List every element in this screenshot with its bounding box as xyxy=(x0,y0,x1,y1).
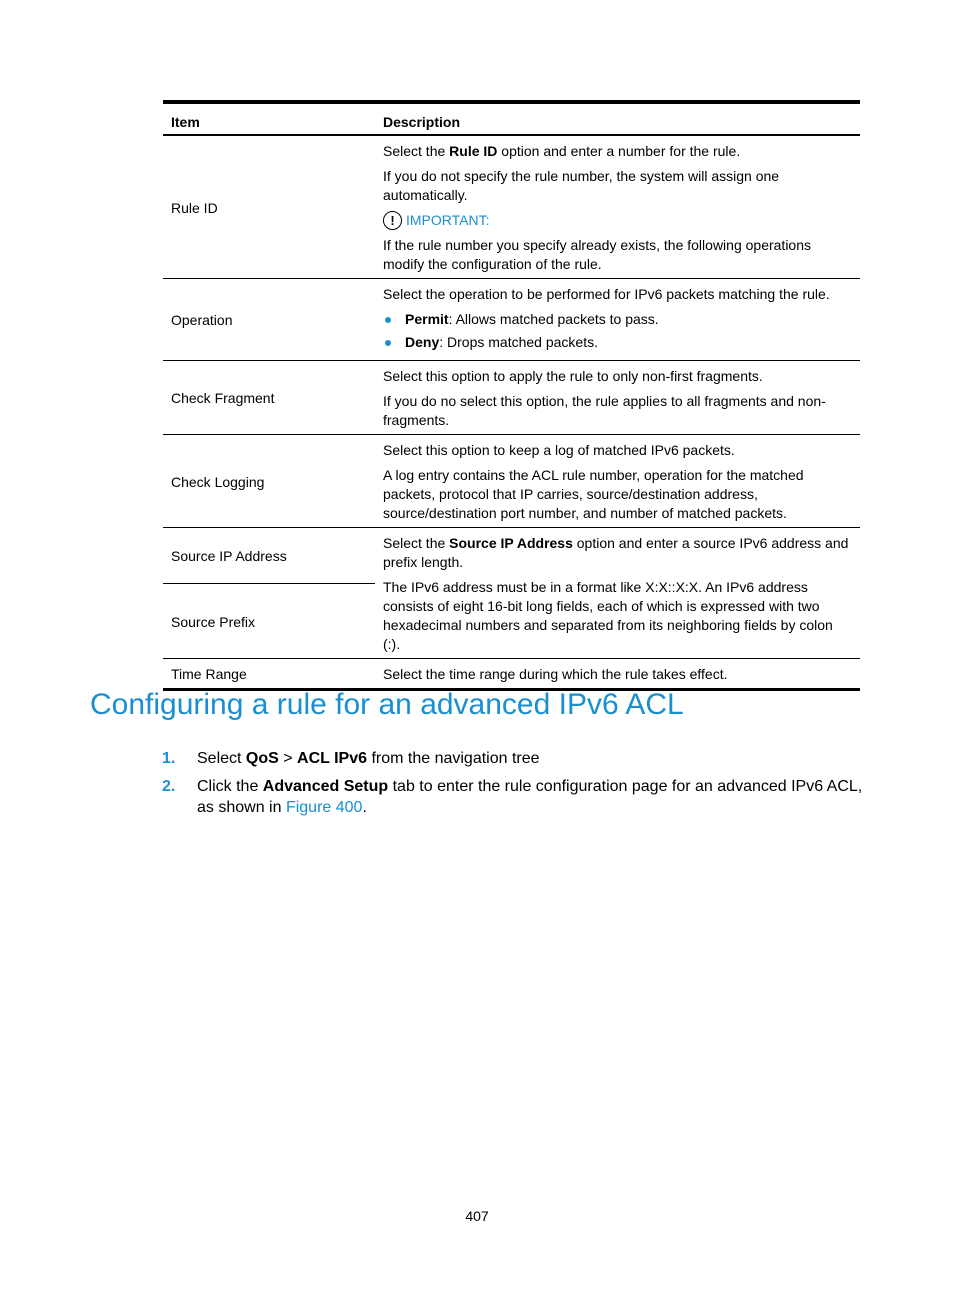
list-item: Permit: Allows matched packets to pass. xyxy=(383,310,852,329)
source-desc-2: The IPv6 address must be in a format like X:X::X:X. An IPv6 address consists of eight 16-bit long fields, each of which is expressed with two hexadecimal numbers and separated from its neighboring fields by colon (:). xyxy=(383,579,833,652)
section-heading: Configuring a rule for an advanced IPv6 ACL xyxy=(90,688,684,721)
desc-operation xyxy=(375,279,860,361)
figure-link[interactable]: Figure 400 xyxy=(285,799,363,816)
header-item: Item xyxy=(163,102,375,135)
source-desc-1: Select the Source IP Address option and enter a source IPv6 address and prefix length. xyxy=(383,535,849,570)
desc-check-fragment: Select this option to apply the rule to only non-first fragments. If you do no select this option, the rule applies to all fragments and non-fragments. xyxy=(375,361,860,435)
table-row xyxy=(163,659,860,690)
item-rule-id: Rule ID xyxy=(163,135,375,279)
item-source-prefix: Source Prefix xyxy=(163,584,375,659)
operation-desc: Select the operation to be performed for IPv6 packets matching the rule. xyxy=(383,286,830,302)
step-number: 1. xyxy=(162,750,176,767)
step-number: 2. xyxy=(162,778,176,795)
step-2: 2. Click the Advanced Setup tab to enter the rule configuration page for an advanced IPv6 ACL, as shown in Figure 400. xyxy=(162,778,863,816)
important-text: If the rule number you specify already exists, the following operations modify the configuration of the rule. xyxy=(383,237,812,272)
list-item: Deny: Drops matched packets. xyxy=(383,333,852,352)
operation-list xyxy=(383,310,852,352)
exclamation-icon: ! xyxy=(383,211,402,230)
important-label: IMPORTANT: xyxy=(406,212,490,228)
rule-id-bold: Rule ID xyxy=(449,143,498,159)
rule-id-desc-2: If you do not specify the rule number, the system will assign one automatically. xyxy=(383,168,780,203)
item-operation: Operation xyxy=(163,279,375,361)
item-check-logging: Check Logging xyxy=(163,435,375,528)
table-row xyxy=(163,361,860,435)
desc-time-range: Select the time range during which the rule takes effect. xyxy=(375,659,860,690)
table-row xyxy=(163,435,860,528)
item-time-range: Time Range xyxy=(163,659,375,690)
table-header-row xyxy=(163,102,860,135)
table-row xyxy=(163,528,860,584)
header-description: Description xyxy=(375,102,860,135)
menu-qos: QoS xyxy=(245,750,279,767)
source-bold: Source IP Address xyxy=(449,535,573,551)
step-1: 1. Select QoS > ACL IPv6 from the navigation tree xyxy=(162,750,540,767)
desc-source xyxy=(375,528,860,659)
item-source-ip: Source IP Address xyxy=(163,528,375,584)
table-row xyxy=(163,135,860,279)
important-note xyxy=(383,211,852,230)
menu-acl-ipv6: ACL IPv6 xyxy=(297,750,367,767)
table-row xyxy=(163,279,860,361)
tab-advanced-setup: Advanced Setup xyxy=(262,778,389,795)
desc-rule-id xyxy=(375,135,860,279)
rule-id-desc-1: Select the Rule ID option and enter a number for the rule. xyxy=(383,143,741,159)
parameter-table xyxy=(163,100,860,691)
steps-list xyxy=(162,748,868,825)
item-check-fragment: Check Fragment xyxy=(163,361,375,435)
page-number: 407 xyxy=(465,1208,489,1224)
desc-check-logging: Select this option to keep a log of matched IPv6 packets. A log entry contains the ACL rule number, operation for the matched packets, protocol that IP carries, source/destination address, source/destination port number, and number of matched packets. xyxy=(375,435,860,528)
